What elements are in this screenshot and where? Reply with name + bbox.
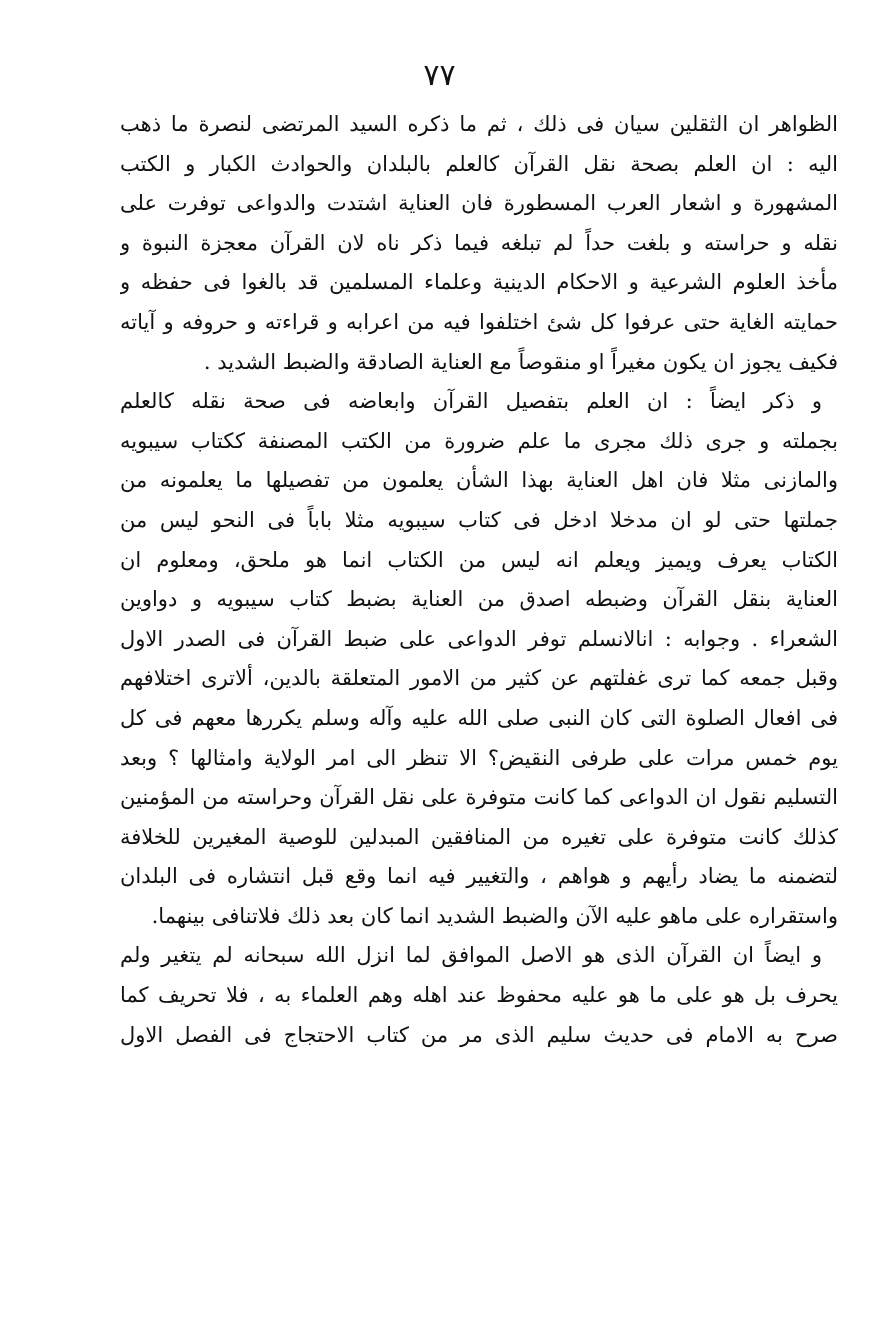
text-line: واستقراره على ماهو عليه الآن والضبط الشديد انما كان بعد ذلك فلاتنافى بينهما. — [151, 903, 838, 928]
text-line: مأخذ العلوم الشرعية و الاحكام الدينية وعلماء المسلمين قد بالغوا فى حفظه و — [120, 270, 838, 295]
text-line: حمايته الغاية حتى عرفوا كل شئ اختلفوا فيه من اعرابه و قراءته و حروفه و آياته — [120, 309, 838, 334]
text-line: نقله و حراسته و بلغت حداً لم تبلغه فيما ذكر ناه لان القرآن معجزة النبوة و — [120, 230, 838, 255]
text-line: وقبل جمعه كما ترى غفلتهم عن كثير من الامور المتعلقة بالدين، ألاترى اختلافهم — [120, 666, 838, 691]
text-line: جملتها حتى لو ان مدخلا ادخل فى كتاب سيبويه مثلا باباً فى النحو ليس من — [120, 507, 838, 532]
text-line: يحرف بل هو على ما هو عليه محفوظ عند اهله وهم العلماء به ، فلا تحريف كما — [120, 983, 838, 1008]
text-line: العناية بنقل القرآن وضبطه اصدق من العناية بضبط كتاب سيبويه و دواوين — [120, 587, 838, 612]
text-line: و ذكر ايضاً : ان العلم بتفصيل القرآن وابعاضه فى صحة نقله كالعلم — [120, 389, 822, 414]
text-line: فكيف يجوز ان يكون مغيراً او منقوصاً مع العناية الصادقة والضبط الشديد . — [203, 349, 838, 374]
text-line: و ايضاً ان القرآن الذى هو الاصل الموافق لما انزل الله سبحانه لم يتغير ولم — [120, 943, 822, 968]
body-text — [120, 105, 838, 1055]
text-line: الظواهر ان الثقلين سيان فى ذلك ، ثم ما ذكره السيد المرتضى لنصرة ما ذهب — [120, 112, 838, 136]
text-line: يوم خمس مرات على طرفى النقيض؟ الا تنظر الى امر الولاية وامثالها ؟ وبعد — [120, 745, 838, 770]
text-line: الشعراء . وجوابه : انالانسلم توفر الدواعى على ضبط القرآن فى الصدر الاول — [120, 626, 838, 651]
text-line: بجملته و جرى ذلك مجرى ما علم ضرورة من الكتب المصنفة ككتاب سيبويه — [120, 428, 838, 453]
text-line: كذلك كانت متوفرة على تغيره من المنافقين المبدلين للوصية المغيرين للخلافة — [120, 824, 838, 849]
text-line: صرح به الامام فى حديث سليم الذى مر من كتاب الاحتجاج فى الفصل الاول — [120, 1022, 838, 1047]
text-line: لتضمنه ما يضاد رأيهم و هواهم ، والتغيير فيه انما وقع قبل انتشاره فى البلدان — [120, 864, 838, 889]
page-number: ٧٧ — [423, 58, 456, 93]
text-line: والمازنى مثلا فان اهل العناية بهذا الشأن يعلمون من تفصيلها ما يعلمونه من — [120, 468, 838, 493]
text-line: المشهورة و اشعار العرب المسطورة فان العناية اشتدت والدواعى توفرت على — [120, 191, 838, 216]
text-line: التسليم نقول ان الدواعى كما كانت متوفرة على نقل القرآن وحراسته من المؤمنين — [120, 785, 838, 810]
text-line: اليه : ان العلم بصحة نقل القرآن كالعلم بالبلدان والحوادث الكبار و الكتب — [120, 151, 838, 176]
text-line: فى افعال الصلوة التى كان النبى صلى الله عليه وآله وسلم يكررها معهم فى كل — [120, 705, 838, 730]
text-line: الكتاب يعرف ويميز ويعلم انه ليس من الكتاب انما هو ملحق، ومعلوم ان — [120, 547, 838, 572]
